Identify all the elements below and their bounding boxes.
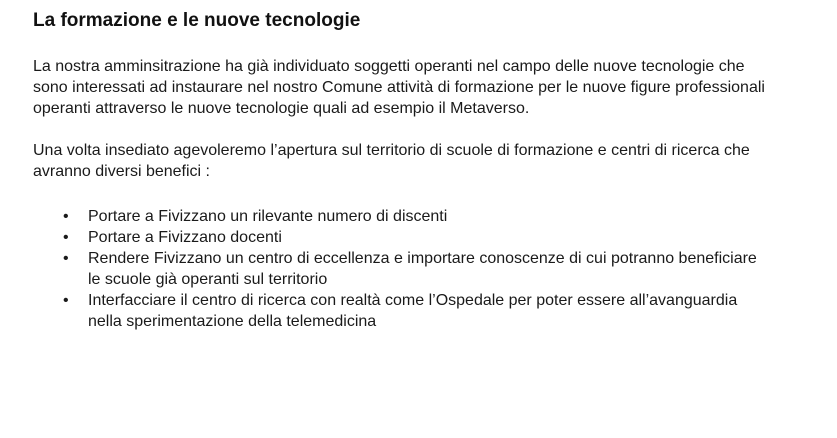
list-item [63, 206, 768, 227]
paragraph-benefits-intro: Una volta insediato agevoleremo l’apertura sul territorio di scuole di formazione e centri di ricerca che avranno diversi benefici : [33, 142, 750, 180]
bullet-icon: • [63, 292, 69, 309]
paragraph-intro: La nostra amminsitrazione ha già individuato soggetti operanti nel campo delle nuove tecnologie che sono interessati ad instaurare nel nostro Comune attività di formazione per le nuove figure professionali operanti attraverso le nuove tecnologie quali ad esempio il Metaverso. [33, 58, 765, 117]
bullet-icon: • [63, 250, 69, 267]
list-item-text: Interfacciare il centro di ricerca con realtà come l’Ospedale per poter essere all’avanguardia nella sperimentazione della telemedicina [88, 292, 738, 330]
list-item [63, 290, 768, 332]
list-item-text: Rendere Fivizzano un centro di eccellenza e importare conoscenze di cui potranno beneficiare le scuole già operanti sul territorio [88, 250, 757, 288]
list-item-text: Portare a Fivizzano un rilevante numero di discenti [88, 208, 448, 225]
list-item-text: Portare a Fivizzano docenti [88, 229, 282, 246]
list-item [63, 248, 768, 290]
bullet-icon: • [63, 229, 69, 246]
list-item [63, 227, 768, 248]
document-content [33, 9, 768, 332]
bullet-icon: • [63, 208, 69, 225]
benefits-list [33, 206, 768, 332]
page-title: La formazione e le nuove tecnologie [33, 10, 361, 31]
